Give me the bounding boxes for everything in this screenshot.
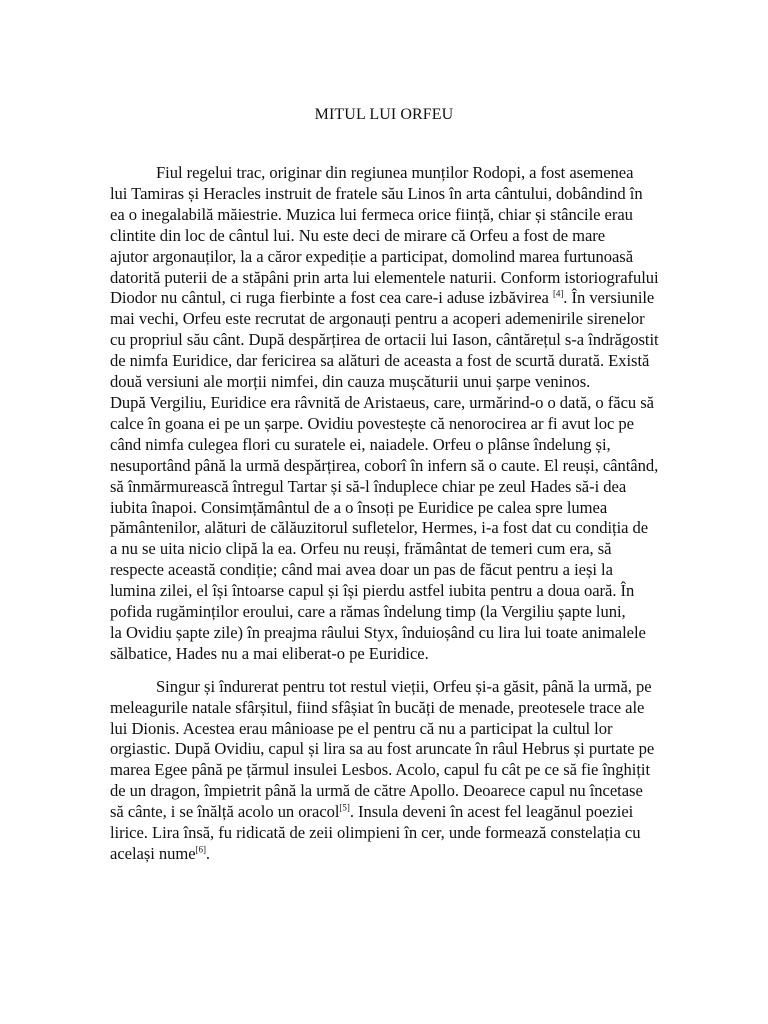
text-line: [110, 435, 720, 456]
line-text: datorită puterii de a stăpâni prin arta lui elementele naturii. Conform istoriografului: [110, 267, 659, 287]
text-line: [110, 330, 720, 351]
line-text: același nume: [110, 844, 196, 863]
line-text: Fiul regelui trac, originar din regiunea munților Rodopi, a fost asemenea: [156, 163, 634, 182]
line-text: la Ovidiu șapte zile) în preajma râului Styx, înduioșând cu lira lui toate animalele: [110, 622, 646, 642]
text-line: [110, 623, 720, 644]
line-text: să înmărmurească întregul Tartar și să-l înduplece chiar pe zeul Hades să-i dea: [110, 476, 627, 496]
text-line: [110, 414, 720, 435]
text-line: [110, 247, 720, 268]
text-line: [110, 372, 720, 393]
text-line: [110, 560, 720, 581]
line-text: când nimfa culegea flori cu suratele ei, naiadele. Orfeu o plânse îndelung și,: [110, 434, 611, 454]
line-text-continued: . Insula deveni în acest fel leagănul poeziei: [349, 802, 634, 822]
text-line: [110, 163, 720, 184]
footnote-reference[interactable]: [6]: [195, 844, 206, 855]
footnote-reference[interactable]: [5]: [339, 802, 350, 813]
text-line: [110, 823, 720, 844]
line-text-continued: .: [205, 844, 211, 863]
line-text: pofida rugăminților eroului, care a rămas îndelung timp (la Vergiliu șapte luni,: [110, 602, 626, 622]
line-text: lirice. Lira însă, fu ridicată de zeii olimpieni în cer, unde formează constelația cu: [110, 823, 641, 843]
text-line: [110, 677, 720, 698]
text-line: [110, 698, 720, 719]
line-text: Singur și îndurerat pentru tot restul vieții, Orfeu și-a găsit, până la urmă, pe: [156, 676, 652, 696]
paragraph-2: [110, 677, 720, 865]
text-line: [110, 288, 720, 309]
text-line: [110, 719, 720, 740]
line-text: După Vergiliu, Euridice era râvnită de Aristaeus, care, urmărind-o o dată, o făcu să: [110, 392, 654, 412]
line-text-continued: . În versiunile: [563, 288, 655, 308]
text-line: [110, 205, 720, 226]
text-line: [110, 456, 720, 477]
text-line: [110, 539, 720, 560]
page-title: MITUL LUI ORFEU: [314, 106, 454, 123]
article-body: [110, 163, 720, 865]
text-line: [110, 309, 720, 330]
line-text: ajutor argonauților, la a căror expediție a participat, domolind marea furtunoasă: [110, 246, 634, 266]
text-line: [110, 644, 720, 665]
text-line: [110, 477, 720, 498]
text-line: [110, 393, 720, 414]
text-line: [110, 351, 720, 372]
line-text: calce în goana ei pe un șarpe. Ovidiu povestește că nenorocirea ar fi avut loc pe: [110, 413, 634, 433]
line-text: Diodor nu cântul, ci ruga fierbinte a fost cea care-i aduse izbăvirea: [110, 288, 553, 308]
text-line: [110, 268, 720, 289]
line-text: de nimfa Euridice, dar fericirea sa alături de aceasta a fost de scurtă durată. Există: [110, 351, 650, 371]
line-text: mai vechi, Orfeu este recrutat de argonauți pentru a acoperi ademenirile sirenelor: [110, 309, 645, 329]
line-text: marea Egee până pe țărmul insulei Lesbos. Acolo, capul fu cât pe ce să fie înghițit: [110, 760, 651, 780]
line-text: două versiuni ale morții nimfei, din cauza mușcăturii unui șarpe veninos.: [110, 372, 591, 392]
text-line: [110, 602, 720, 623]
text-line: [110, 760, 720, 781]
line-text: iubita înapoi. Consimțământul de a o însoți pe Euridice pe calea spre lumea: [110, 497, 608, 517]
line-text: meleagurile natale sfârșitul, fiind sfâșiat în bucăți de menade, preotesele trace ale: [110, 697, 645, 717]
line-text: nesuportând până la urmă despărțirea, coborî în infern să o caute. El reuși, cântând,: [110, 455, 659, 475]
line-text: lui Tamiras și Heracles instruit de fratele său Linos în arta cântului, dobândind în: [110, 183, 643, 203]
text-line: [110, 184, 720, 205]
text-line: [110, 802, 720, 823]
paragraph-1: [110, 163, 720, 665]
text-line: [110, 226, 720, 247]
line-text: a nu se uita nicio clipă la ea. Orfeu nu reuși, frământat de temeri cum era, să: [110, 539, 612, 559]
line-text: sălbatice, Hades nu a mai eliberat-o pe Euridice.: [110, 643, 429, 663]
line-text: clintite din loc de cântul lui. Nu este deci de mirare că Orfeu a fost de mare: [110, 225, 606, 245]
text-line: [110, 739, 720, 760]
line-text: lui Dionis. Acestea erau mânioase pe el pentru că nu a participat la cultul lor: [110, 718, 613, 738]
footnote-reference[interactable]: [4]: [552, 288, 564, 299]
line-text: orgiastic. După Ovidiu, capul și lira sa au fost aruncate în râul Hebrus și purtate pe: [110, 739, 655, 759]
text-line: [110, 518, 720, 539]
text-line: [110, 844, 720, 865]
text-line: [110, 781, 720, 802]
line-text: cu propriul său cânt. După despărțirea de ortacii lui Iason, cântărețul s-a îndrăgostit: [110, 330, 659, 350]
line-text: ea o inegalabilă măiestrie. Muzica lui fermeca orice ființă, chiar și stâncile erau: [110, 204, 633, 224]
line-text: pământenilor, alături de călăuzitorul sufletelor, Hermes, i-a fost dat cu condiția de: [110, 518, 649, 538]
line-text: respecte această condiție; când mai avea doar un pas de făcut pentru a ieși la: [110, 560, 613, 580]
text-line: [110, 581, 720, 602]
line-text: lumina zilei, el își întoarse capul și își pierdu astfel iubita pentru a doua oară. În: [110, 581, 635, 601]
text-line: [110, 498, 720, 519]
line-text: de un dragon, împietrit până la urmă de către Apollo. Deoarece capul nu încetase: [110, 781, 643, 801]
line-text: să cânte, i se înălță acolo un oracol: [110, 802, 340, 822]
